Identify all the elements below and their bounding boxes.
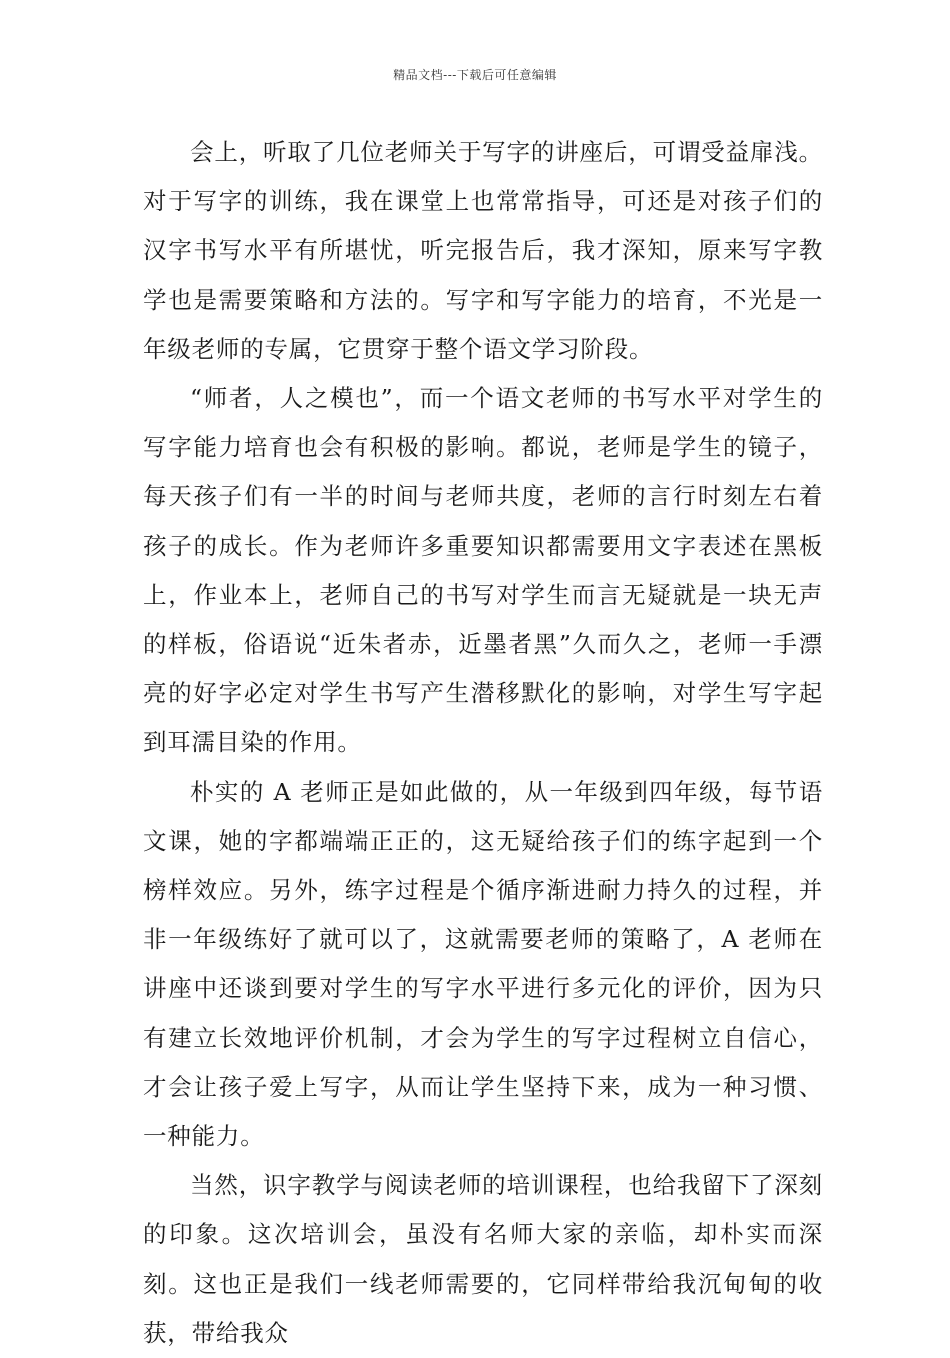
page-header: 精品文档---下载后可任意编辑 xyxy=(393,68,557,82)
document-body xyxy=(143,128,823,1358)
paragraph-4: 当然，识字教学与阅读老师的培训课程，也给我留下了深刻的印象。这次培训会，虽没有名师大家的亲临，却朴实而深刻。这也正是我们一线老师需要的，它同样带给我沉甸甸的收获，带给我众 xyxy=(143,1171,823,1347)
paragraph-3: 朴实的 A 老师正是如此做的，从一年级到四年级，每节语文课，她的字都端端正正的，这无疑给孩子们的练字起到一个榜样效应。另外，练字过程是个循序渐进耐力持久的过程，并非一年级练好了就可以了，这就需要老师的策略了，A 老师在讲座中还谈到要对学生的写字水平进行多元化的评价，因为只有建立长效地评价机制，才会为学生的写字过程树立自信心，才会让孩子爱上写字，从而让学生坚持下来，成为一种习惯、一种能力。 xyxy=(143,777,823,1151)
paragraph-2: “师者，人之模也”，而一个语文老师的书写水平对学生的写字能力培育也会有积极的影响。都说，老师是学生的镜子，每天孩子们有一半的时间与老师共度，老师的言行时刻左右着孩子的成长。作为老师许多重要知识都需要用文字表述在黑板上，作业本上，老师自己的书写对学生而言无疑就是一块无声的样板，俗语说“近朱者赤，近墨者黑”久而久之，老师一手漂亮的好字必定对学生书写产生潜移默化的影响，对学生写字起到耳濡目染的作用。 xyxy=(143,384,823,757)
paragraph-1: 会上，听取了几位老师关于写字的讲座后，可谓受益扉浅。对于写字的训练，我在课堂上也常常指导，可还是对孩子们的汉字书写水平有所堪忧，听完报告后，我才深知，原来写字教学也是需要策略和方法的。写字和写字能力的培育，不光是一年级老师的专属，它贯穿于整个语文学习阶段。 xyxy=(143,138,823,363)
